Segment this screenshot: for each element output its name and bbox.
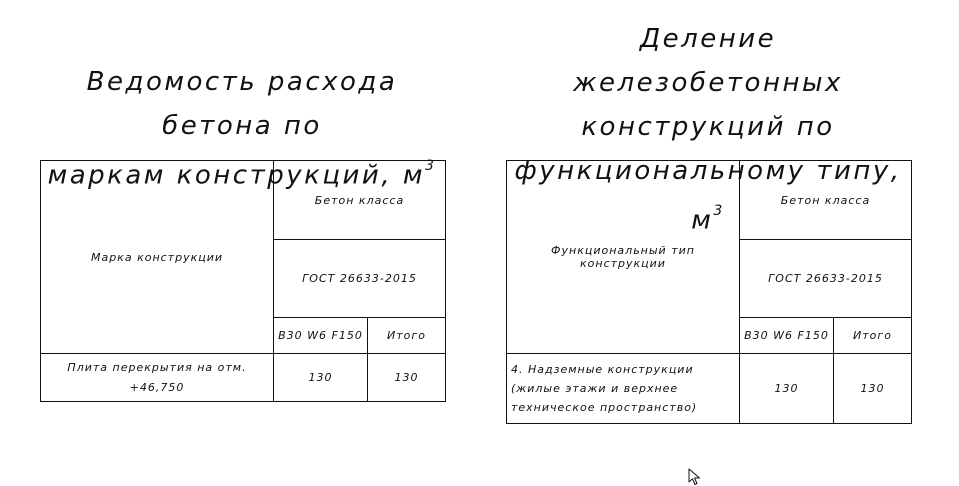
- table2-title-line2: конструкций по: [581, 112, 835, 142]
- table2-header-concrete: Бетон класса: [740, 161, 912, 240]
- table1-title-line2: маркам конструкций, м: [47, 160, 425, 191]
- table2-row-grade-value: 130: [740, 354, 834, 424]
- table2: [506, 160, 912, 424]
- table1-title-line1: Ведомость расхода бетона по: [86, 67, 398, 141]
- table1-col-group-header: Марка конструкции: [41, 161, 274, 354]
- table1: [40, 160, 446, 402]
- table-row: [41, 354, 446, 402]
- table1-header-gost: ГОСТ 26633-2015: [274, 240, 446, 318]
- table2-row-total-value: 130: [834, 354, 912, 424]
- table1-header-total: Итого: [368, 318, 446, 354]
- table2-header-total: Итого: [834, 318, 912, 354]
- table1-row-grade-value: 130: [274, 354, 368, 402]
- table2-header-grade: B30 W6 F150: [740, 318, 834, 354]
- table1-header-grade: B30 W6 F150: [274, 318, 368, 354]
- mouse-pointer-icon: [688, 468, 702, 486]
- table2-title-sup: 3: [713, 203, 725, 219]
- table1-title-sup: 3: [424, 158, 437, 174]
- table1-header-concrete: Бетон класса: [274, 161, 446, 240]
- table2-row-name: 4. Надземные конструкции (жилые этажи и верхнее техническое пространство): [507, 354, 740, 424]
- table2-title-line1: Деление железобетонных: [573, 24, 843, 98]
- table2-header-gost: ГОСТ 26633-2015: [740, 240, 912, 318]
- table-row: [507, 354, 912, 424]
- table2-col-group-header: Функциональный тип конструкции: [507, 161, 740, 354]
- table1-row-total-value: 130: [368, 354, 446, 402]
- table1-row-name: Плита перекрытия на отм. +46,750: [41, 354, 274, 402]
- table2-title-line3: функциональному типу, м: [514, 156, 902, 236]
